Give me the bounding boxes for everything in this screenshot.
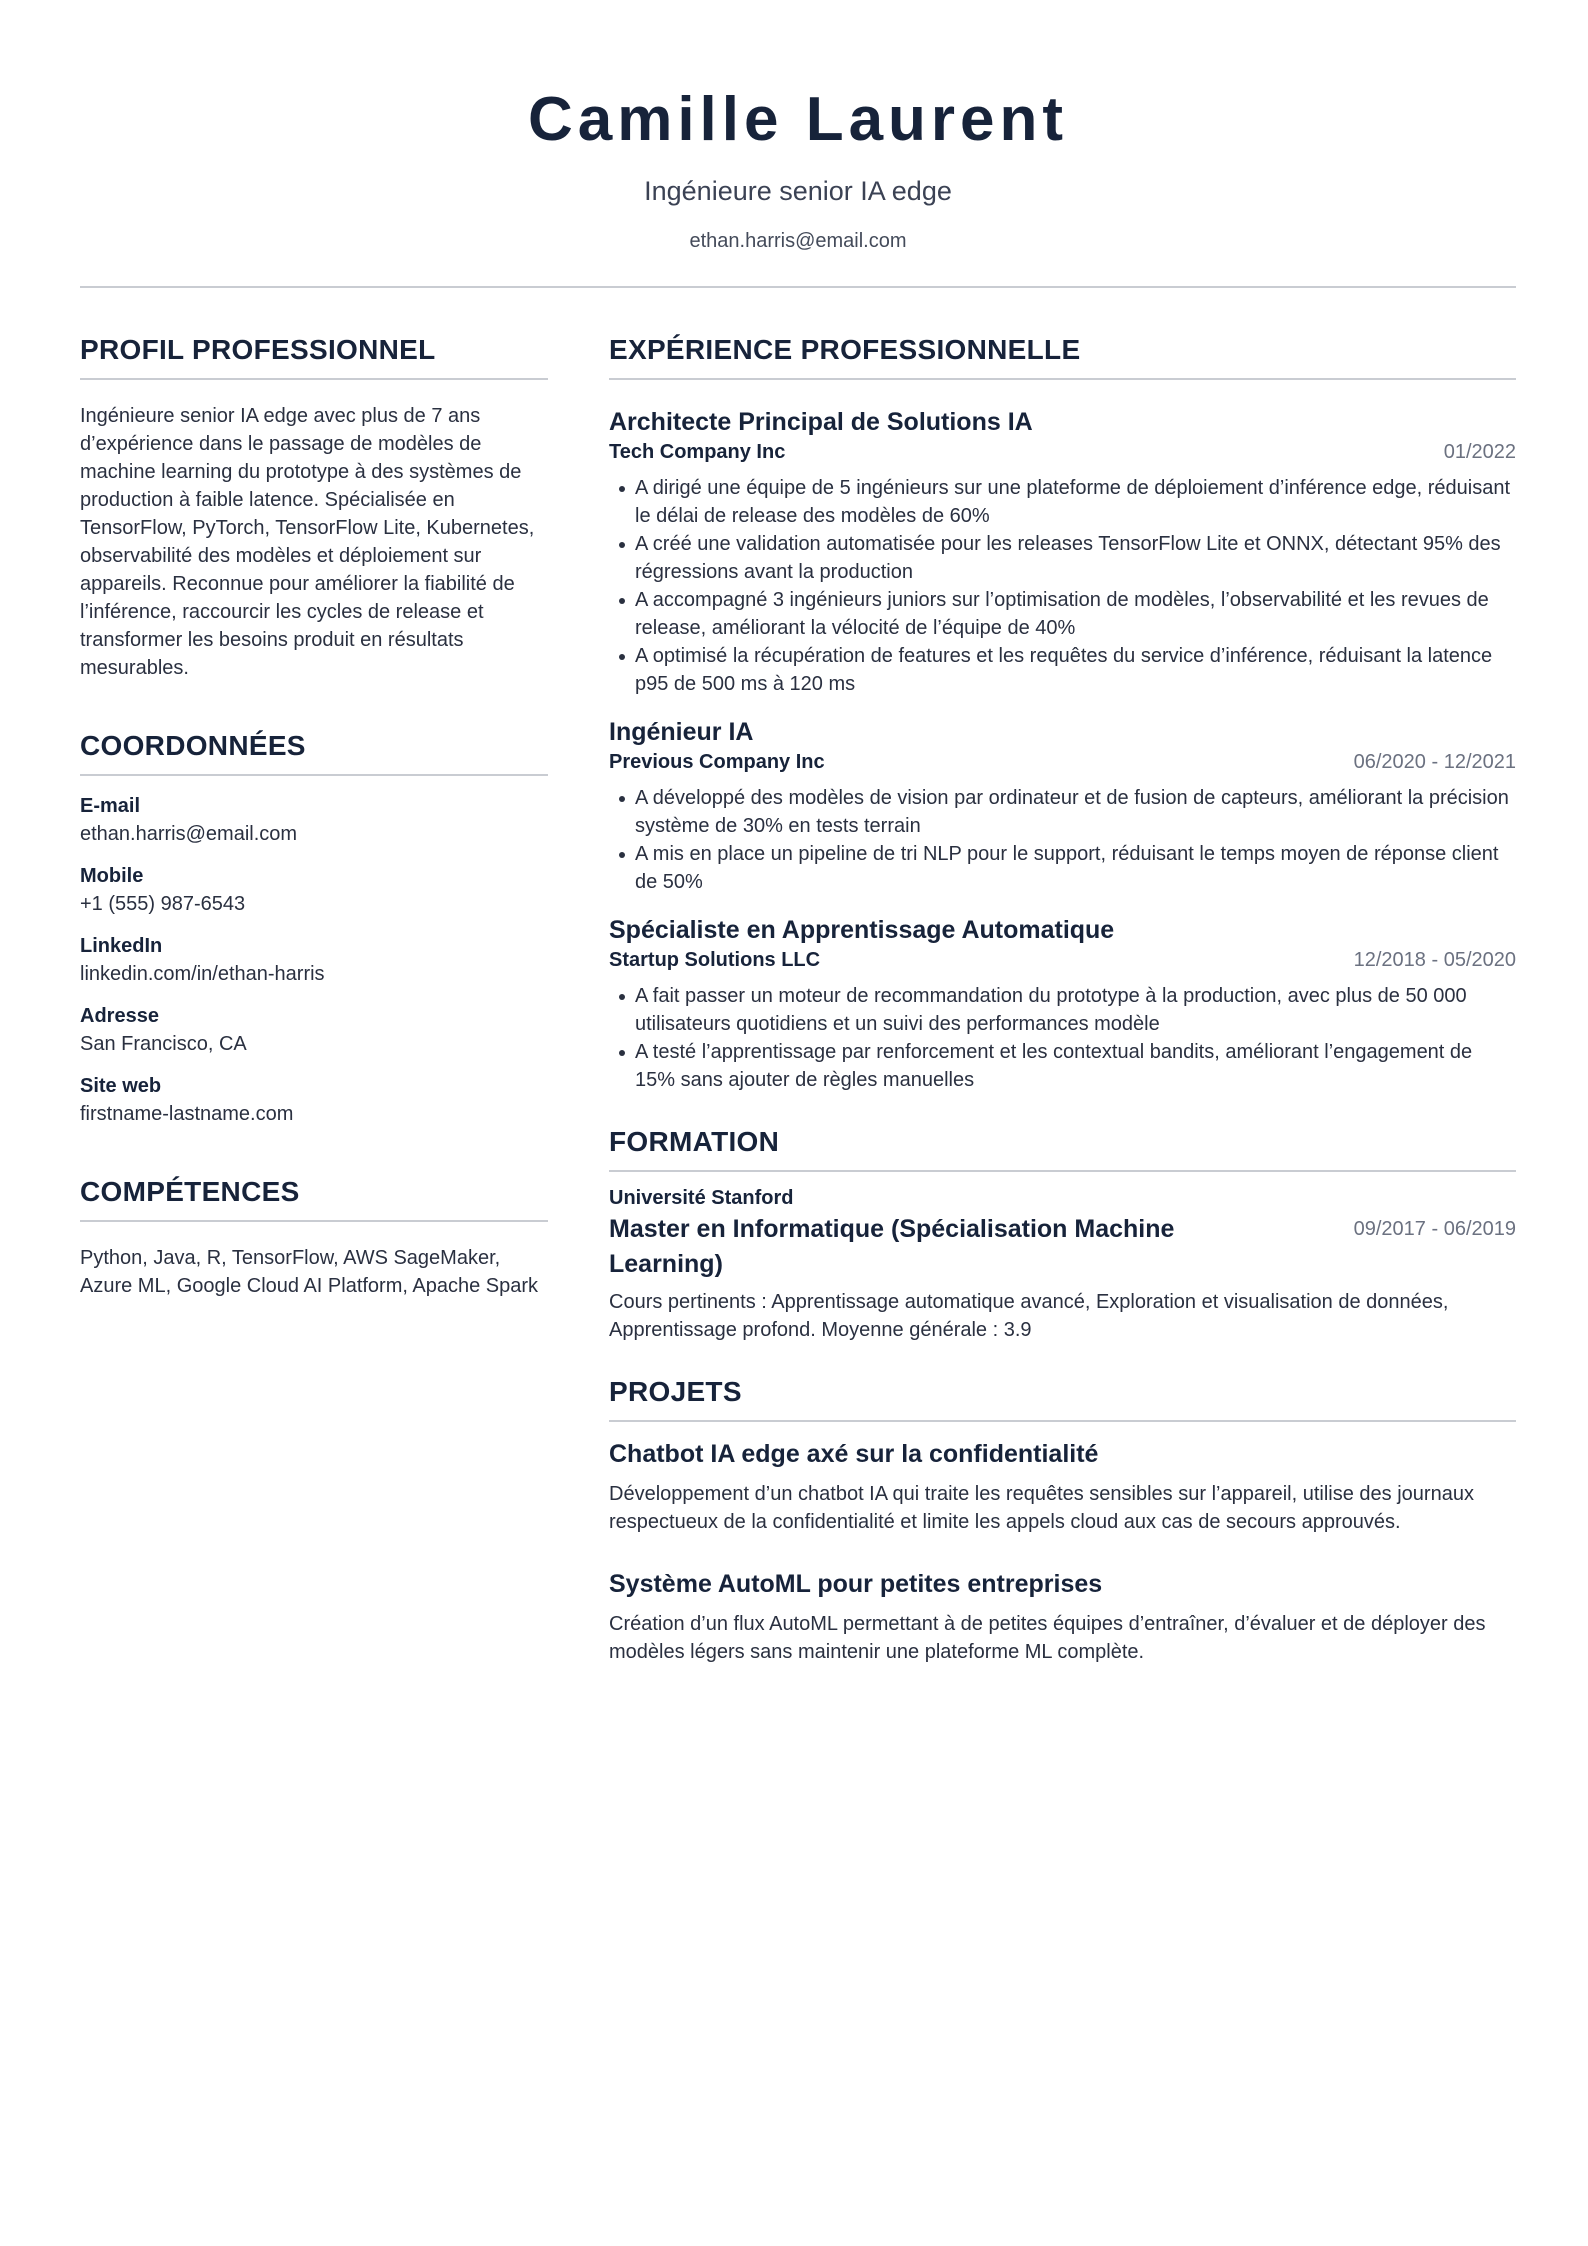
- job-title: Architecte Principal de Solutions IA: [609, 408, 1033, 436]
- contact-label: Site web: [80, 1075, 162, 1097]
- project-description: Développement d’un chatbot IA qui traite les requêtes sensibles sur l’appareil, utilise des journaux respectueux de la confidentialité et limite les appels cloud aux cas de secours approuvés.: [609, 1483, 1474, 1533]
- education-dates: 09/2017 - 06/2019: [1353, 1218, 1516, 1240]
- job-bullet: A accompagné 3 ingénieurs juniors sur l’optimisation de modèles, l’observabilité et les revues de release, améliorant la vélocité de l’équipe de 40%: [635, 586, 1516, 642]
- project-entry: [609, 1438, 1516, 1536]
- skills-section: [80, 1174, 548, 1300]
- profile-section: [80, 332, 548, 682]
- contact-label: E-mail: [80, 795, 141, 817]
- contact-value: linkedin.com/in/ethan-harris: [80, 963, 325, 985]
- contact-item-linkedin: [80, 932, 548, 988]
- job-entry: [609, 716, 1516, 896]
- job-entry: [609, 914, 1516, 1094]
- contact-label: Adresse: [80, 1005, 159, 1027]
- contact-label: LinkedIn: [80, 935, 163, 957]
- job-dates: 12/2018 - 05/2020: [1353, 949, 1516, 971]
- header-email: ethan.harris@email.com: [689, 230, 907, 252]
- contact-section: [80, 728, 548, 1128]
- candidate-title: Ingénieure senior IA edge: [644, 176, 952, 206]
- contact-value: San Francisco, CA: [80, 1033, 247, 1055]
- job-company: Tech Company Inc: [609, 441, 786, 463]
- profile-heading: PROFIL PROFESSIONNEL: [80, 332, 548, 380]
- projects-heading: PROJETS: [609, 1374, 1516, 1422]
- education-school: Université Stanford: [609, 1187, 794, 1209]
- profile-text: Ingénieure senior IA edge avec plus de 7 ans d’expérience dans le passage de modèles de machine learning du prototype à des systèmes de production à faible latence. Spécialisée en TensorFlow, PyTorch, TensorFlow Lite, Kubernetes, observabilité des modèles et déploiement sur appareils. Reconnue pour améliorer la fiabilité de l’inférence, raccourcir les cycles de release et transformer les besoins produit en résultats mesurables.: [80, 405, 535, 679]
- job-company: Previous Company Inc: [609, 751, 825, 773]
- job-dates: 01/2022: [1443, 441, 1516, 463]
- degree-row: [609, 1212, 1516, 1282]
- education-heading: FORMATION: [609, 1124, 1516, 1172]
- job-bullet: A testé l’apprentissage par renforcement et les contextual bandits, améliorant l’engagement de 15% sans ajouter de règles manuelles: [635, 1038, 1516, 1094]
- project-title: Chatbot IA edge axé sur la confidentialité: [609, 1440, 1099, 1468]
- contact-item-address: [80, 1002, 548, 1058]
- job-dates: 06/2020 - 12/2021: [1353, 751, 1516, 773]
- contact-list: [80, 792, 548, 1128]
- job-meta: [609, 946, 1516, 974]
- job-bullet: A fait passer un moteur de recommandation du prototype à la production, avec plus de 50 000 utilisateurs quotidiens et un suivi des performances modèle: [635, 982, 1516, 1038]
- job-bullet: A mis en place un pipeline de tri NLP pour le support, réduisant le temps moyen de réponse client de 50%: [635, 840, 1516, 896]
- job-bullets: [609, 474, 1516, 698]
- contact-item-email: [80, 792, 548, 848]
- contact-label: Mobile: [80, 865, 144, 887]
- right-column: [609, 332, 1516, 1666]
- education-description: Cours pertinents : Apprentissage automatique avancé, Exploration et visualisation de données, Apprentissage profond. Moyenne générale : 3.9: [609, 1291, 1449, 1341]
- candidate-name: Camille Laurent: [527, 85, 1069, 154]
- education-section: [609, 1124, 1516, 1344]
- job-bullet: A dirigé une équipe de 5 ingénieurs sur une plateforme de déploiement d’inférence edge, réduisant le délai de release des modèles de 60%: [635, 474, 1516, 530]
- left-column: [80, 332, 548, 1346]
- experience-section: [609, 332, 1516, 1094]
- job-meta: [609, 748, 1516, 776]
- experience-heading: EXPÉRIENCE PROFESSIONNELLE: [609, 332, 1516, 380]
- project-description: Création d’un flux AutoML permettant à de petites équipes d’entraîner, d’évaluer et de déployer des modèles légers sans maintenir une plateforme ML complète.: [609, 1613, 1486, 1663]
- resume-header: [80, 0, 1516, 288]
- contact-item-mobile: [80, 862, 548, 918]
- contact-value: +1 (555) 987-6543: [80, 893, 246, 915]
- contact-item-website: [80, 1072, 548, 1128]
- job-bullets: [609, 784, 1516, 896]
- skills-text: Python, Java, R, TensorFlow, AWS SageMaker, Azure ML, Google Cloud AI Platform, Apache Spark: [80, 1247, 539, 1297]
- job-bullet: A développé des modèles de vision par ordinateur et de fusion de capteurs, améliorant la précision système de 30% en tests terrain: [635, 784, 1516, 840]
- job-company: Startup Solutions LLC: [609, 949, 821, 971]
- resume-page: [80, 0, 1516, 1663]
- skills-heading: COMPÉTENCES: [80, 1174, 548, 1222]
- contact-value: ethan.harris@email.com: [80, 823, 298, 845]
- job-bullet: A optimisé la récupération de features et les requêtes du service d’inférence, réduisant la latence p95 de 500 ms à 120 ms: [635, 642, 1516, 698]
- contact-value: firstname-lastname.com: [80, 1103, 294, 1125]
- project-title: Système AutoML pour petites entreprises: [609, 1570, 1103, 1598]
- projects-section: [609, 1374, 1516, 1666]
- job-meta: [609, 438, 1516, 466]
- job-entry: [609, 406, 1516, 698]
- header-divider: [80, 286, 1516, 288]
- job-bullet: A créé une validation automatisée pour les releases TensorFlow Lite et ONNX, détectant 95% des régressions avant la production: [635, 530, 1516, 586]
- job-title: Spécialiste en Apprentissage Automatique: [609, 916, 1115, 944]
- contact-heading: COORDONNÉES: [80, 728, 548, 776]
- job-title: Ingénieur IA: [609, 718, 754, 746]
- project-entry: [609, 1568, 1516, 1666]
- education-degree: Master en Informatique (Spécialisation Machine Learning): [609, 1215, 1175, 1278]
- job-bullets: [609, 982, 1516, 1094]
